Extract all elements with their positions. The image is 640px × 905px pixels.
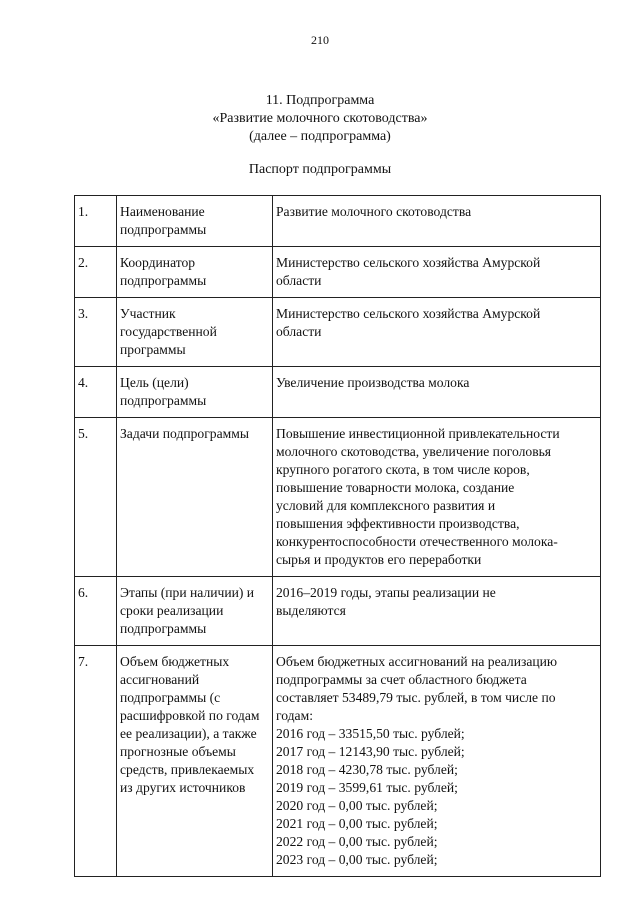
value-line: повышение товарности молока, создание	[276, 480, 515, 495]
value-line: Развитие молочного скотоводства	[276, 204, 472, 219]
row-number: 1.	[75, 196, 117, 247]
row-name: Наименование подпрограммы	[117, 196, 273, 247]
heading-line-1: 11. Подпрограмма	[265, 93, 375, 108]
value-line: 2020 год – 0,00 тыс. рублей;	[276, 798, 438, 813]
row-value	[273, 247, 601, 298]
value-line: повышения эффективности производства,	[276, 516, 520, 531]
heading-line-2: «Развитие молочного скотоводства»	[212, 111, 428, 126]
value-line: Увеличение производства молока	[276, 375, 470, 390]
value-line: области	[276, 324, 322, 339]
value-line: сырья и продуктов его переработки	[276, 552, 482, 567]
table-row	[75, 577, 601, 646]
row-number: 2.	[75, 247, 117, 298]
table-row	[75, 646, 601, 877]
row-name: Цель (цели) подпрограммы	[117, 367, 273, 418]
value-line: составляет 53489,79 тыс. рублей, в том числе по	[276, 690, 556, 705]
table-row	[75, 367, 601, 418]
value-line: 2019 год – 3599,61 тыс. рублей;	[276, 780, 458, 795]
row-name: Объем бюджетных ассигнований подпрограммы (с расшифровкой по годам ее реализации), а также прогнозные объемы средств, привлекаемых из других источников	[117, 646, 273, 877]
value-line: конкурентоспособности отечественного молока-	[276, 534, 558, 549]
value-line: молочного скотоводства, увеличение поголовья	[276, 444, 552, 459]
value-line: Повышение инвестиционной привлекательности	[276, 426, 560, 441]
heading-line-3: (далее – подпрограмма)	[249, 129, 391, 144]
row-name: Координатор подпрограммы	[117, 247, 273, 298]
row-value	[273, 196, 601, 247]
row-name: Этапы (при наличии) и сроки реализации подпрограммы	[117, 577, 273, 646]
row-value	[273, 298, 601, 367]
value-line: крупного рогатого скота, в том числе коров,	[276, 462, 530, 477]
row-name: Задачи подпрограммы	[117, 418, 273, 577]
row-number: 6.	[75, 577, 117, 646]
row-value	[273, 367, 601, 418]
value-line: 2021 год – 0,00 тыс. рублей;	[276, 816, 438, 831]
value-line: условий для комплексного развития и	[276, 498, 496, 513]
value-line: годам:	[276, 708, 313, 723]
table-row	[75, 196, 601, 247]
page-number: 210	[311, 33, 329, 47]
value-line: выделяются	[276, 603, 346, 618]
row-value	[273, 577, 601, 646]
passport-title: Паспорт подпрограммы	[248, 162, 392, 177]
value-line: 2018 год – 4230,78 тыс. рублей;	[276, 762, 458, 777]
row-value	[273, 646, 601, 877]
row-number: 3.	[75, 298, 117, 367]
value-line: 2016–2019 годы, этапы реализации не	[276, 585, 496, 600]
value-line: 2016 год – 33515,50 тыс. рублей;	[276, 726, 465, 741]
value-line: области	[276, 273, 322, 288]
row-number: 4.	[75, 367, 117, 418]
row-number: 7.	[75, 646, 117, 877]
table-row	[75, 298, 601, 367]
row-name: Участник государственной программы	[117, 298, 273, 367]
passport-table	[74, 195, 601, 877]
row-number: 5.	[75, 418, 117, 577]
row-value	[273, 418, 601, 577]
value-line: Объем бюджетных ассигнований на реализацию	[276, 654, 558, 669]
subprogram-heading	[0, 92, 640, 146]
value-line: Министерство сельского хозяйства Амурской	[276, 255, 541, 270]
table-row	[75, 247, 601, 298]
value-line: 2022 год – 0,00 тыс. рублей;	[276, 834, 438, 849]
passport-table-body	[75, 196, 601, 877]
table-row	[75, 418, 601, 577]
value-line: 2017 год – 12143,90 тыс. рублей;	[276, 744, 465, 759]
value-line: 2023 год – 0,00 тыс. рублей;	[276, 852, 438, 867]
value-line: Министерство сельского хозяйства Амурской	[276, 306, 541, 321]
value-line: подпрограммы за счет областного бюджета	[276, 672, 527, 687]
